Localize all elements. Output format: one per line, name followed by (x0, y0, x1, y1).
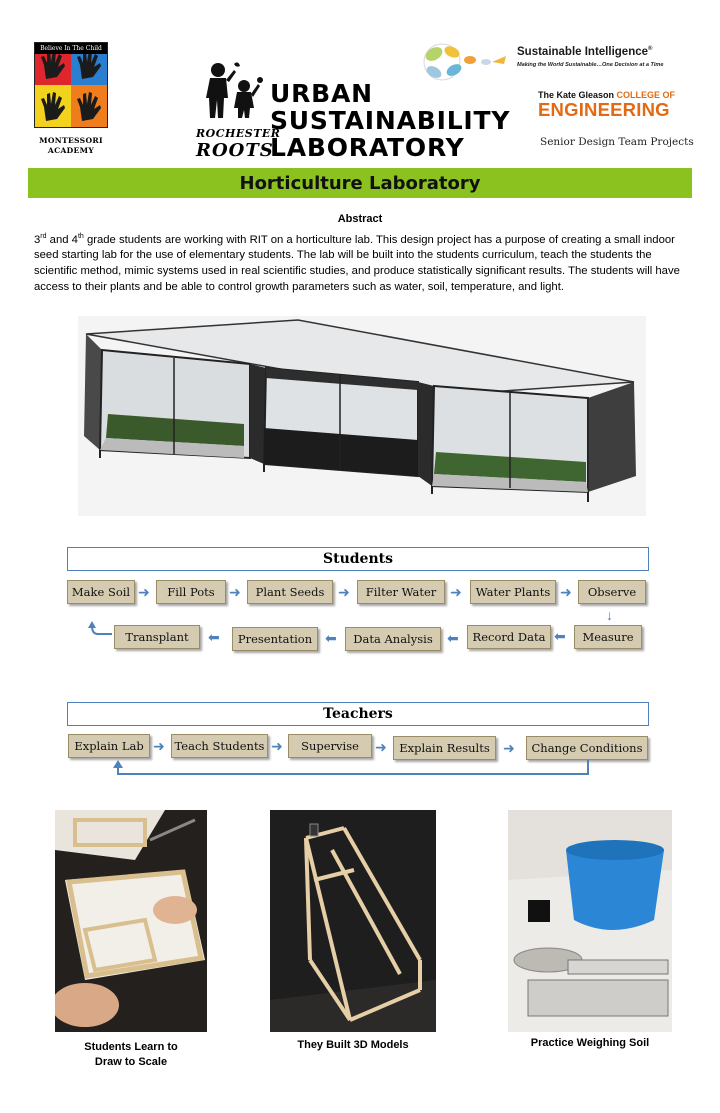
arrow-right-icon: ➜ (338, 584, 350, 600)
senior-design-label: Senior Design Team Projects (540, 136, 694, 148)
montessori-academy-logo (34, 42, 108, 160)
curved-arrow-icon (88, 620, 114, 638)
step-transplant: Transplant (114, 625, 200, 649)
photo-drawing-to-scale (55, 810, 207, 1032)
arrow-left-icon: ⬅ (208, 629, 220, 645)
photo-caption-draw-to-scale: Students Learn to Draw to Scale (84, 1041, 178, 1068)
sustainable-intelligence-tagline: Making the World Sustainable…One Decision at a Time (517, 62, 664, 68)
horticulture-lab-render (78, 316, 646, 516)
arrow-left-icon: ⬅ (554, 628, 566, 644)
montessori-banner: Believe In The Child (35, 43, 107, 54)
step-measure: Measure (574, 625, 642, 649)
step-record-data: Record Data (467, 625, 551, 649)
weighing-photo-image (508, 810, 672, 1032)
arrow-right-icon: ➜ (138, 584, 150, 600)
abstract-body: 3rd and 4th grade students are working with RIT on a horticulture lab. This design project has a purpose of creating a small indoor seed starting lab for the use of elementary students. The lab will be built into the students curriculum, teach the students the scientific method, mimic systems used in real scientific studies, and produce statistically significant results. The students will have access to their plants and be able to control growth parameters such as water, soil, temperature, and light. (34, 233, 680, 293)
sustainable-intelligence-logo (420, 40, 512, 84)
students-header: Students (67, 547, 649, 571)
step-fill-pots: Fill Pots (156, 580, 226, 604)
arrow-right-icon: ➜ (450, 584, 462, 600)
photo-3d-models (270, 810, 436, 1032)
rochester-roots-text: ROCHESTER ROOTS (196, 127, 281, 161)
urban-sustainability-laboratory-title: URBAN SUSTAINABILITY LABORATORY (270, 79, 511, 162)
montessori-name: MONTESSORI ACADEMY (39, 136, 103, 155)
lab-cabinet-drawing (78, 316, 646, 516)
loop-back-arrow-icon (110, 758, 596, 780)
step-data-analysis: Data Analysis (345, 627, 441, 651)
photo-weighing-soil (508, 810, 672, 1032)
model-photo-image (270, 810, 436, 1032)
step-water-plants: Water Plants (470, 580, 556, 604)
step-explain-results: Explain Results (393, 736, 496, 760)
kgcoe-logo: The Kate Gleason COLLEGE OF ENGINEERING (538, 90, 676, 120)
step-filter-water: Filter Water (357, 580, 445, 604)
arrow-down-icon: ↓ (606, 607, 613, 623)
teachers-header: Teachers (67, 702, 649, 726)
step-explain-lab: Explain Lab (68, 734, 150, 758)
step-presentation: Presentation (232, 627, 318, 651)
photo-caption-weighing-soil: Practice Weighing Soil (530, 1037, 650, 1049)
step-teach-students: Teach Students (171, 734, 268, 758)
children-silhouette-icon (196, 60, 264, 120)
drawing-photo-image (55, 810, 207, 1032)
arrow-right-icon: ➜ (375, 739, 387, 755)
arrow-right-icon: ➜ (229, 584, 241, 600)
step-change-conditions: Change Conditions (526, 736, 648, 760)
photo-caption-3d-models: They Built 3D Models (297, 1039, 409, 1051)
rochester-roots-logo (196, 60, 281, 161)
abstract-heading: Abstract (337, 213, 383, 225)
step-supervise: Supervise (288, 734, 372, 758)
banner-title: Horticulture Laboratory (239, 172, 481, 194)
arrow-right-icon: ➜ (503, 740, 515, 756)
handprints-image (34, 42, 108, 128)
arrow-right-icon: ➜ (271, 738, 283, 754)
arrow-left-icon: ⬅ (447, 630, 459, 646)
section-banner (28, 168, 692, 198)
arrow-right-icon: ➜ (560, 584, 572, 600)
sustainable-intelligence-name: Sustainable Intelligence® (517, 46, 653, 58)
sustainability-cycle-icon (420, 40, 512, 84)
arrow-right-icon: ➜ (153, 738, 165, 754)
step-plant-seeds: Plant Seeds (247, 580, 333, 604)
arrow-left-icon: ⬅ (325, 630, 337, 646)
step-make-soil: Make Soil (67, 580, 135, 604)
step-observe: Observe (578, 580, 646, 604)
